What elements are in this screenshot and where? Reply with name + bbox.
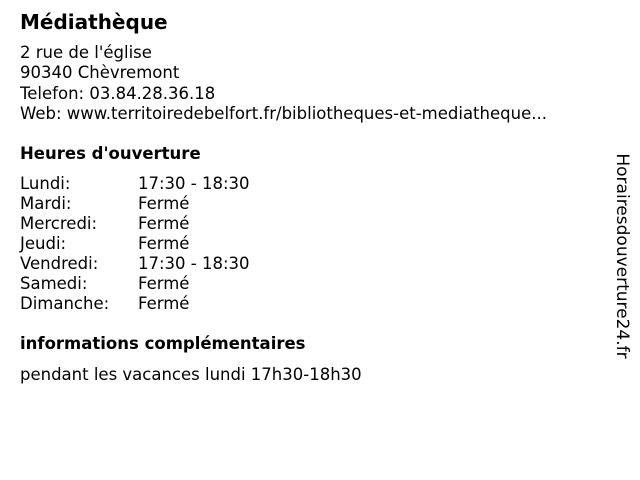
additional-info-heading: informations complémentaires: [20, 334, 306, 353]
opening-hours-table: [20, 174, 250, 314]
hours-row-monday: [20, 174, 250, 194]
day-label: Jeudi:: [20, 234, 67, 253]
phone-line: Telefon: 03.84.28.36.18: [20, 83, 216, 103]
hours-row-wednesday: [20, 214, 250, 234]
hours-row-friday: [20, 254, 250, 274]
website-line: Web: www.territoiredebelfort.fr/bibliotheques-et-mediatheque...: [20, 104, 547, 124]
time-value: Fermé: [138, 214, 190, 233]
time-value: 17:30 - 18:30: [138, 254, 250, 273]
day-label: Samedi:: [20, 274, 88, 293]
day-label: Mardi:: [20, 194, 72, 213]
hours-row-thursday: [20, 234, 250, 254]
time-value: Fermé: [138, 294, 190, 313]
additional-info-text: pendant les vacances lundi 17h30-18h30: [20, 365, 362, 384]
day-label: Dimanche:: [20, 294, 110, 313]
day-label: Vendredi:: [20, 254, 99, 273]
hours-row-saturday: [20, 274, 250, 294]
street-address: 2 rue de l'église: [20, 43, 152, 62]
time-value: Fermé: [138, 194, 190, 213]
site-watermark: Horairesdouverture24.fr: [612, 153, 632, 359]
time-value: Fermé: [138, 274, 190, 293]
hours-row-sunday: [20, 294, 250, 314]
opening-hours-heading: Heures d'ouverture: [20, 144, 201, 163]
address-block: [20, 43, 547, 125]
city-address: 90340 Chèvremont: [20, 63, 180, 83]
day-label: Mercredi:: [20, 214, 98, 233]
hours-row-tuesday: [20, 194, 250, 214]
place-title: Médiathèque: [20, 10, 168, 34]
time-value: Fermé: [138, 234, 190, 253]
time-value: 17:30 - 18:30: [138, 174, 250, 193]
day-label: Lundi:: [20, 174, 71, 193]
